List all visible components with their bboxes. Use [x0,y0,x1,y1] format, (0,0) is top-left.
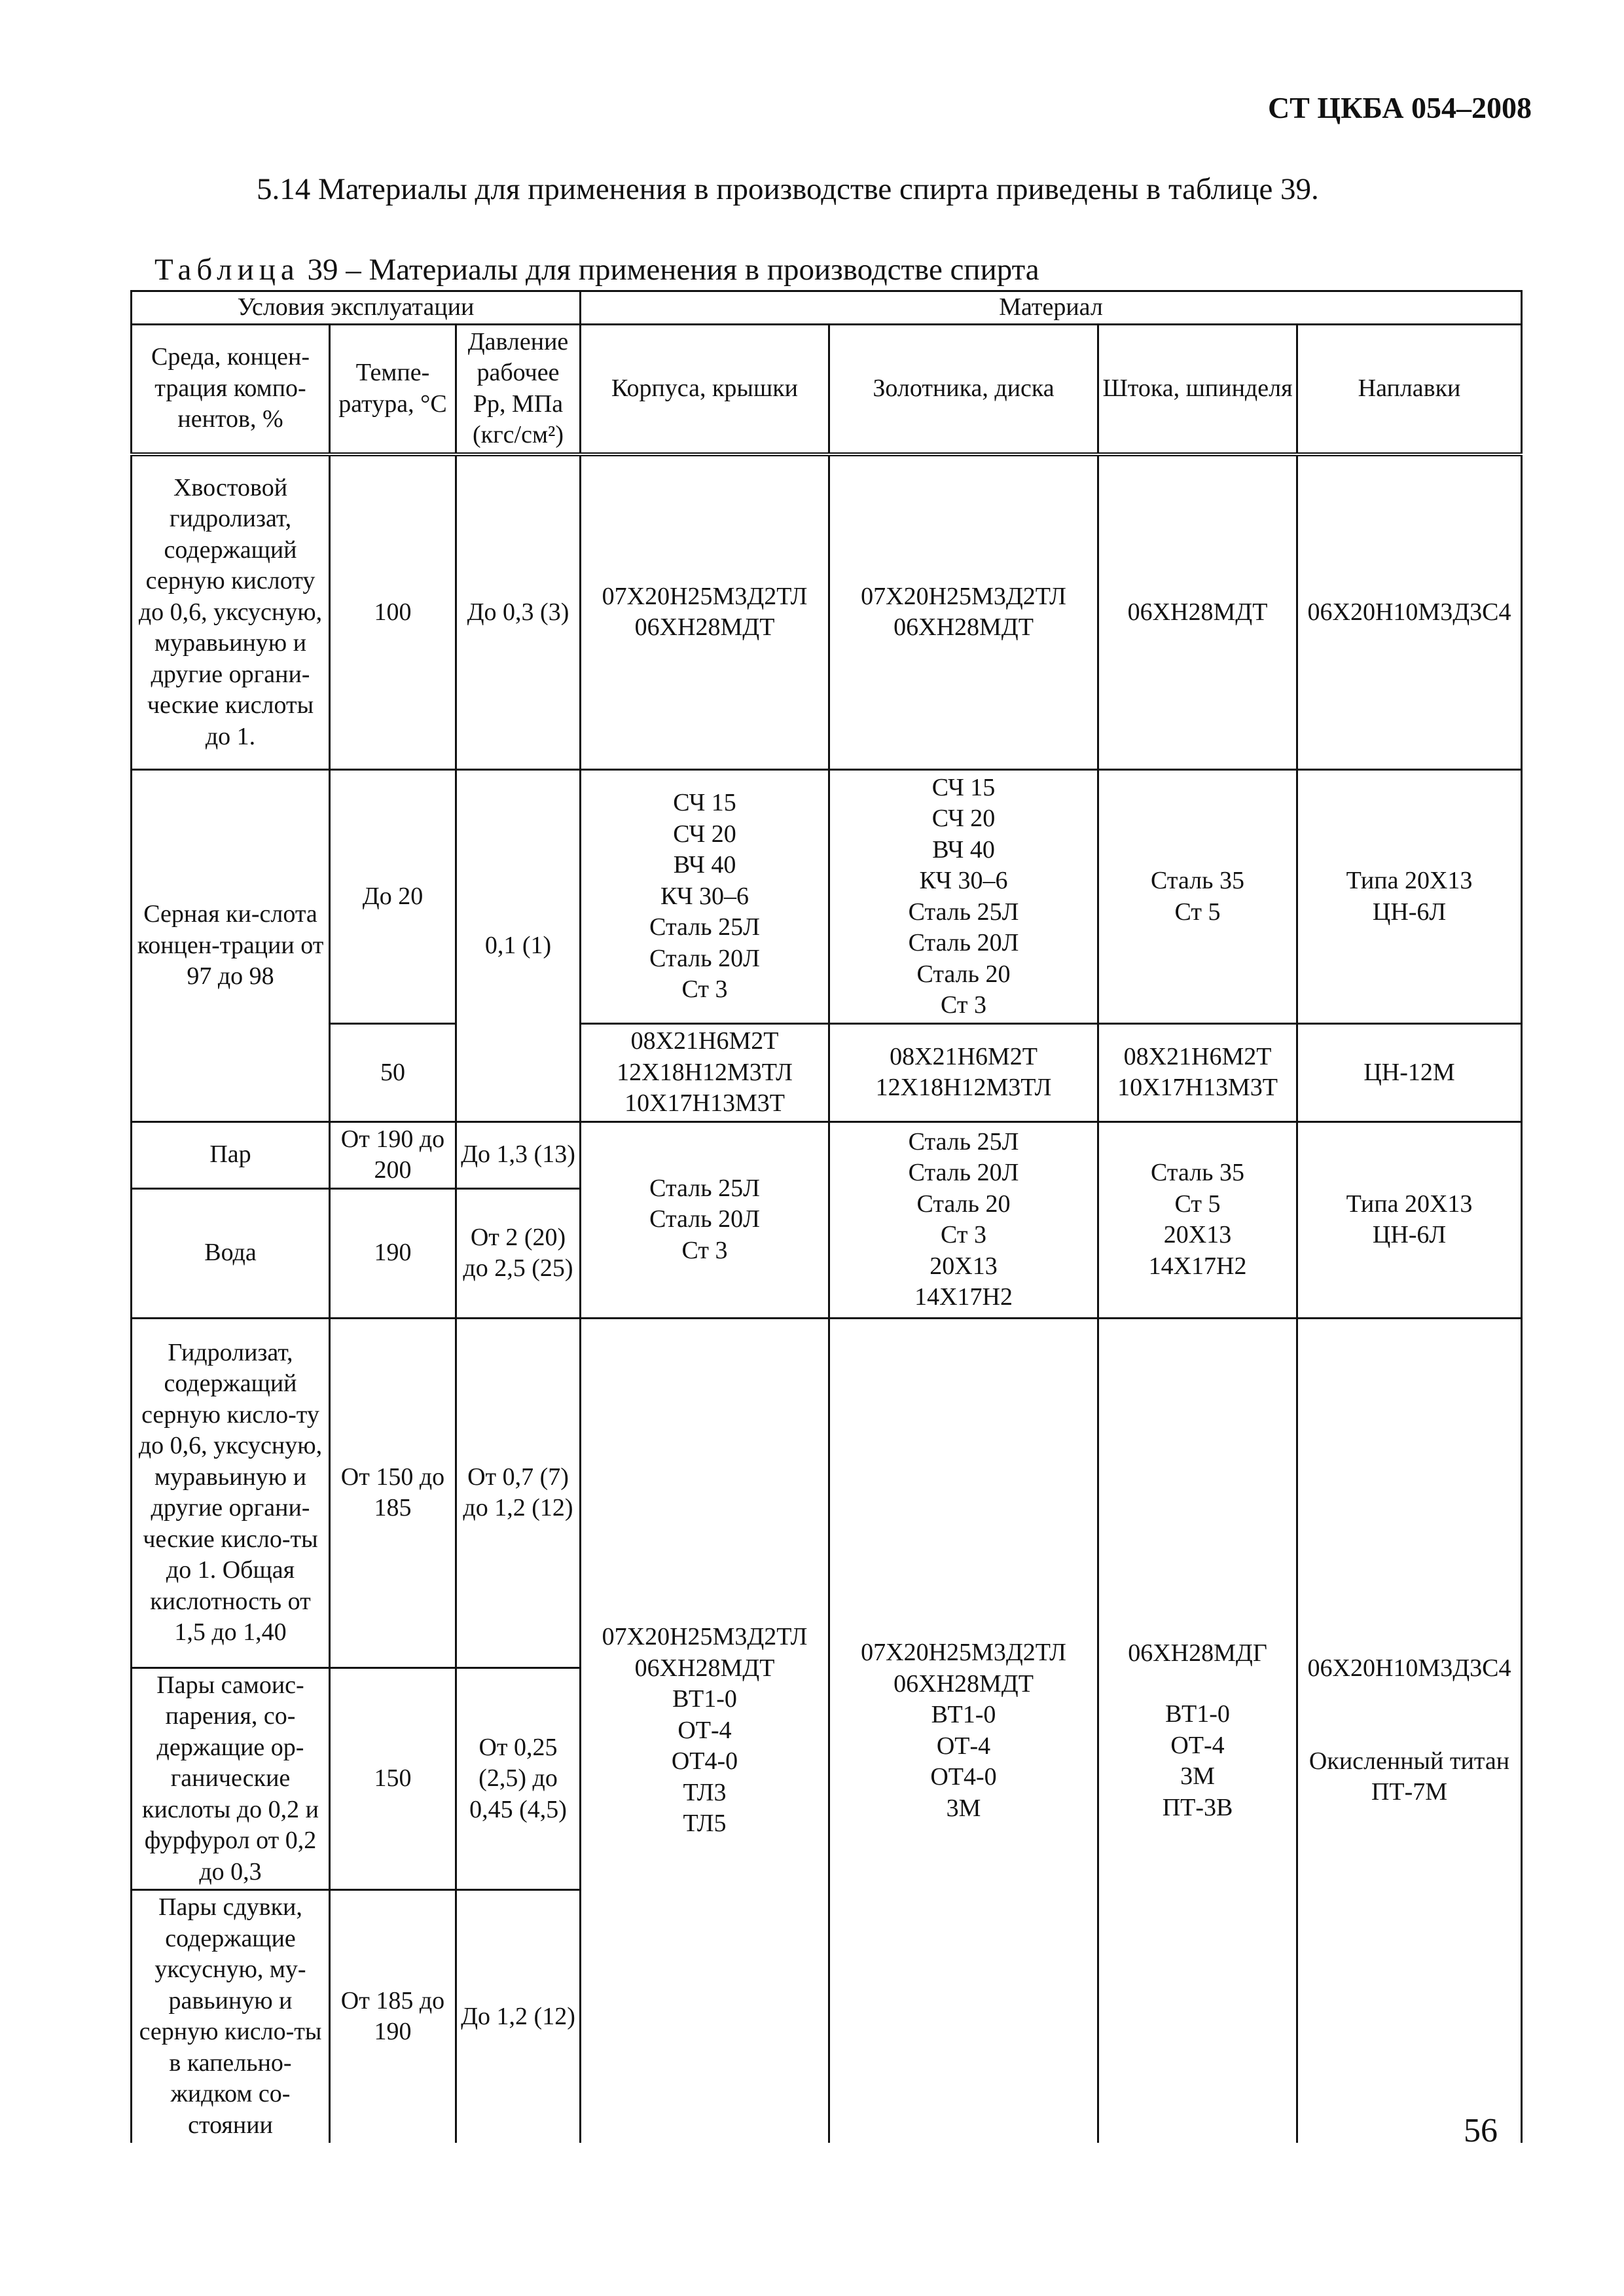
cell-line: 07Х20Н25М3Д2ТЛ [602,1623,808,1651]
cell-line: 06ХН28МДТ [634,613,775,642]
cell-line: ВЧ 40 [673,851,736,879]
cell-temperature: 100 [330,454,456,770]
cell-pressure: От 2 (20) до 2,5 (25) [456,1188,581,1318]
cell-line: 10Х17Н13М3Т [1117,1074,1278,1102]
cell-line-spacer [1301,1685,1518,1746]
cell-line: 08Х21Н6М2Т [630,1027,779,1055]
cell-body [581,770,829,1024]
cell-pressure: От 0,7 (7) до 1,2 (12) [456,1318,581,1667]
cell-line: Типа 20Х13 [1346,1190,1473,1218]
column-header-pressure: Давление рабочее Рр, МПа (кгс/см²) [456,324,581,454]
cell-line: ОТ4-0 [671,1747,738,1776]
cell-temperature: До 20 [330,770,456,1024]
cell-line: 07Х20Н25М3Д2ТЛ [602,582,808,610]
cell-line: Ст 3 [681,975,728,1004]
cell-line: Ст 5 [1174,1190,1221,1218]
cell-stem [1098,1318,1297,2143]
table-row [132,1024,1522,1122]
cell-temperature: От 190 до 200 [330,1121,456,1188]
group-header-material: Материал [581,291,1522,325]
cell-line: ЦН-6Л [1372,1221,1447,1248]
column-header-medium: Среда, концен-трация компо-нентов, % [132,324,330,454]
cell-line: Ст 5 [1174,898,1221,926]
cell-pressure: 0,1 (1) [456,770,581,1122]
cell-line: ПТ-7М [1371,1778,1448,1806]
page-number: 56 [1464,2112,1498,2149]
cell-line: ОТ-4 [936,1732,991,1760]
column-header-body: Корпуса, крышки [581,324,829,454]
cell-line: Окисленный титан [1308,1747,1510,1775]
cell-medium: Серная ки-слота концен-трации от 97 до 98 [132,770,330,1122]
table-row [132,454,1522,770]
cell-surfacing: 06Х20Н10М3Д3С4 [1297,454,1522,770]
intro-paragraph: 5.14 Материалы для применения в производстве спирта приведены в таблице 39. [257,172,1319,206]
table-caption-label: Таблица [154,253,300,287]
cell-surfacing [1297,1318,1522,2143]
cell-line: 06ХН28МДТ [634,1654,775,1682]
cell-pressure: От 0,25 (2,5) до 0,45 (4,5) [456,1667,581,1890]
cell-line: 07Х20Н25М3Д2ТЛ [861,1639,1066,1666]
cell-pressure: До 1,2 (12) [456,1890,581,2143]
cell-stem: 06ХН28МДТ [1098,454,1297,770]
cell-line: Ст 3 [941,1221,986,1248]
cell-line: Сталь 20 [916,960,1011,988]
cell-medium: Хвостовой гидролизат, содержащий серную кислоту до 0,6, уксусную, муравьиную и другие органи-ческие кислоты до 1. [132,454,330,770]
cell-line: ЦН-6Л [1372,898,1447,926]
cell-line: СЧ 15 [673,789,736,817]
cell-line: ОТ-4 [1170,1731,1225,1759]
cell-line: 14Х17Н2 [1148,1252,1247,1280]
cell-line: ВТ1-0 [931,1701,996,1728]
cell-line: ВТ1-0 [672,1685,737,1713]
cell-line: 10Х17Н13М3Т [624,1089,785,1117]
cell-line: Сталь 25Л [908,1127,1019,1156]
column-header-disc: Золотника, диска [829,324,1098,454]
cell-disc [829,770,1098,1024]
cell-stem [1098,1024,1297,1122]
cell-line: 06ХН28МДТ [893,1669,1034,1698]
cell-line: Сталь 25Л [649,913,760,941]
cell-line: 08Х21Н6М2Т [890,1042,1038,1070]
table-caption-title: 39 – Материалы для применения в производстве спирта [299,253,1039,287]
cell-medium: Пар [132,1121,330,1188]
cell-line: 07Х20Н25М3Д2ТЛ [861,582,1066,610]
cell-body [581,1121,829,1318]
cell-temperature: От 150 до 185 [330,1318,456,1667]
cell-disc [829,1318,1098,2143]
cell-line: Сталь 20Л [649,944,760,972]
cell-disc [829,454,1098,770]
cell-line: Ст 3 [941,991,986,1019]
table-row [132,770,1522,1024]
cell-line: КЧ 30–6 [919,867,1008,894]
cell-line: ТЛ5 [683,1810,727,1838]
cell-line: ОТ-4 [677,1716,732,1744]
cell-temperature: 190 [330,1188,456,1318]
cell-line: Ст 3 [681,1236,728,1264]
cell-line: ТЛ3 [683,1778,727,1806]
group-header-conditions: Условия эксплуатации [132,291,581,325]
cell-line: ВТ1-0 [1165,1700,1230,1728]
cell-disc [829,1121,1098,1318]
column-header-temperature: Темпе-ратура, °С [330,324,456,454]
cell-line: 3М [946,1794,981,1822]
cell-line: 06ХН28МДГ [1128,1639,1267,1667]
cell-line: 20Х13 [1163,1221,1232,1248]
cell-line: Типа 20Х13 [1346,867,1473,894]
cell-stem [1098,1121,1297,1318]
table-row [132,1121,1522,1188]
cell-line: ОТ4-0 [930,1763,997,1791]
cell-line-spacer [1102,1669,1293,1699]
cell-line: 20Х13 [929,1252,998,1280]
cell-line: ВЧ 40 [932,835,995,864]
cell-surfacing: ЦН-12М [1297,1024,1522,1122]
cell-line: Сталь 20Л [649,1205,760,1233]
cell-line: 06ХН28МДТ [893,613,1034,642]
cell-pressure: До 0,3 (3) [456,454,581,770]
cell-pressure: До 1,3 (13) [456,1121,581,1188]
document-code: СТ ЦКБА 054–2008 [1267,91,1532,124]
cell-body [581,1318,829,2143]
cell-line: 08Х21Н6М2Т [1123,1042,1272,1070]
cell-line: 3М [1180,1762,1215,1791]
cell-medium: Гидролизат, содержащий серную кисло-ту до 0,6, уксусную, муравьиную и другие органи-ческие кисло-ты до 1. Общая кислотность от 1,5 до 1,40 [132,1318,330,1667]
cell-line: КЧ 30–6 [660,882,749,910]
table-row [132,1318,1522,1667]
cell-line: СЧ 20 [673,820,736,848]
column-header-surfacing: Наплавки [1297,324,1522,454]
cell-line: Сталь 35 [1151,1159,1244,1186]
cell-line: Сталь 25Л [908,898,1019,926]
cell-line: Сталь 35 [1151,867,1244,894]
cell-disc [829,1024,1098,1122]
cell-temperature: 50 [330,1024,456,1122]
cell-medium: Пары сдувки, содержащие уксусную, му-равьиную и серную кисло-ты в капельно-жидком со-стоянии [132,1890,330,2143]
cell-line: Сталь 20 [916,1190,1011,1218]
cell-line: 12Х18Н12М3ТЛ [617,1058,793,1086]
cell-surfacing [1297,1121,1522,1318]
cell-body [581,454,829,770]
cell-line: СЧ 15 [931,773,996,801]
column-header-stem: Штока, шпинделя [1098,324,1297,454]
cell-line: Сталь 20Л [908,929,1019,957]
cell-line: Сталь 20Л [908,1159,1019,1186]
materials-table [130,290,1523,2143]
cell-temperature: От 185 до 190 [330,1890,456,2143]
cell-body [581,1024,829,1122]
cell-line: Сталь 25Л [649,1174,760,1202]
cell-line: СЧ 20 [931,805,996,832]
cell-temperature: 150 [330,1667,456,1890]
cell-line: 06Х20Н10М3Д3С4 [1307,1654,1511,1683]
cell-medium: Пары самоис-парения, со-держащие ор-ганические кислоты до 0,2 и фурфурол от 0,2 до 0,3 [132,1667,330,1890]
cell-line: 12Х18Н12М3ТЛ [875,1074,1052,1102]
table-caption [154,252,1039,287]
cell-surfacing [1297,770,1522,1024]
cell-medium: Вода [132,1188,330,1318]
cell-line: 14Х17Н2 [914,1283,1013,1311]
cell-line: ПТ-3В [1162,1793,1233,1821]
cell-stem [1098,770,1297,1024]
